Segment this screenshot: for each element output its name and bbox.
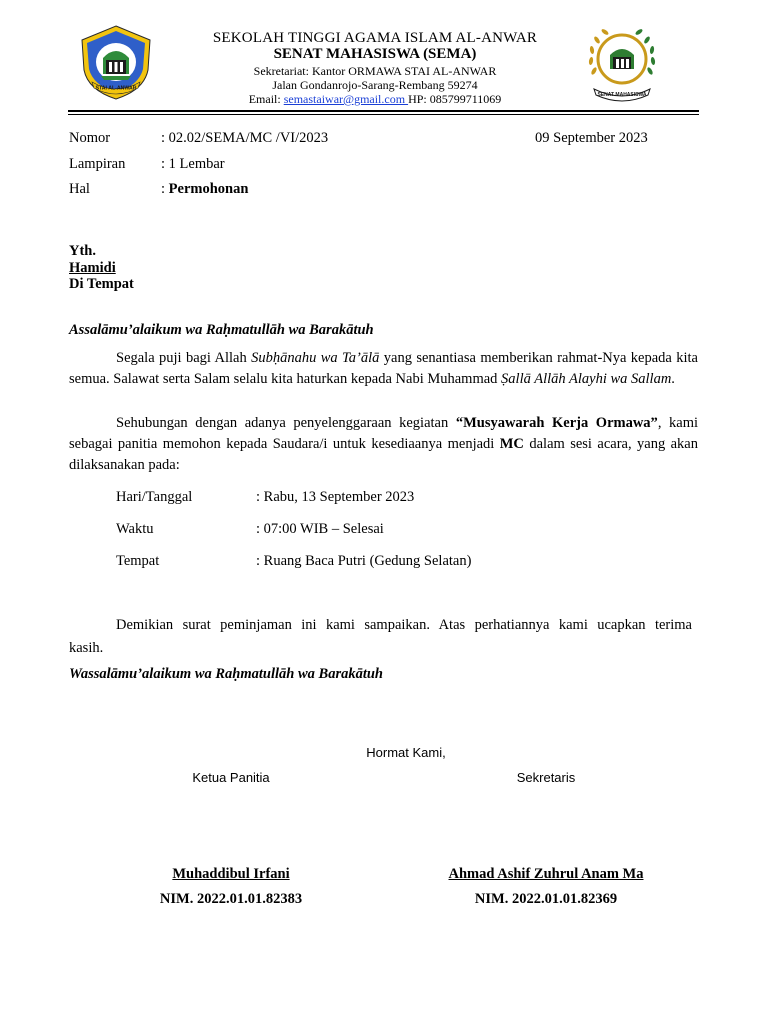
detail-value: : Ruang Baca Putri (Gedung Selatan): [256, 553, 472, 569]
recipient-place: Di Tempat: [69, 276, 134, 292]
p1-text-a: Segala puji bagi Allah: [116, 350, 252, 366]
detail-value: : Rabu, 13 September 2023: [256, 489, 415, 505]
p1-text-e: .: [671, 371, 675, 387]
org-name: SENAT MAHASISWA (SEMA): [273, 46, 477, 62]
contact-line: [150, 92, 600, 107]
p1-text-c: yang senantiasa memberikan rahmat-Nya kepada kita semua. Salawat serta Salam selalu kita haturkan kepada Nabi Muhammad: [69, 350, 698, 387]
detail-label: Tempat: [116, 553, 160, 569]
detail-label: Waktu: [116, 521, 154, 537]
hal-subject: Permohonan: [168, 181, 249, 197]
stai-al-anwar-logo: [76, 22, 156, 102]
left-logo-text: STAI AL-ANWAR: [95, 85, 137, 92]
recipient-name: Hamidi: [69, 260, 116, 276]
nomor-label: Nomor: [69, 130, 111, 146]
sekretaris-name: Ahmad Ashif Zuhrul Anam Ma: [448, 866, 644, 882]
email-label: Email:: [248, 92, 284, 106]
detail-value: : 07:00 WIB – Selesai: [256, 521, 384, 537]
closing-end: kasih.: [69, 640, 104, 656]
p2-text-a: Sehubungan dengan adanya penyelenggaraan kegiatan: [116, 415, 456, 431]
address-line: Jalan Gondanrojo-Sarang-Rembang 59274: [272, 78, 478, 92]
secretariat-line: Sekretariat: Kantor ORMAWA STAI AL-ANWAR: [253, 64, 497, 78]
ketua-nim: NIM. 2022.01.01.82383: [159, 891, 303, 907]
paragraph-2: [69, 413, 698, 476]
role-ketua: Ketua Panitia: [192, 770, 270, 785]
header-rule-thin: [68, 114, 699, 115]
nomor-value: : 02.02/SEMA/MC /VI/2023: [161, 130, 329, 146]
greeting: Assalāmu’alaikum wa Raḥmatullāh wa Barakātuh: [69, 322, 374, 338]
lampiran-value: : 1 Lembar: [161, 156, 225, 172]
recipient-yth: Yth.: [69, 243, 96, 259]
detail-label: Hari/Tanggal: [116, 489, 193, 505]
p2-text-c: , kami sebagai panitia memohon kepada Saudara/i untuk kesediaanya menjadi: [69, 415, 699, 452]
farewell: Wassalāmu’alaikum wa Raḥmatullāh wa Barakātuh: [69, 666, 383, 682]
header-rule-thick: [68, 110, 699, 112]
hal-label: Hal: [69, 181, 90, 197]
p2-role: MC: [499, 436, 524, 452]
paragraph-1: [69, 348, 698, 390]
role-sekretaris: Sekretaris: [516, 770, 576, 785]
lampiran-label: Lampiran: [69, 156, 126, 172]
school-name: SEKOLAH TINGGI AGAMA ISLAM AL-ANWAR: [212, 30, 538, 46]
letter-date: 09 September 2023: [535, 130, 648, 146]
p2-text-e: dalam sesi acara, yang akan dilaksanakan pada:: [69, 436, 698, 473]
hal-value: [161, 181, 248, 198]
ketua-name: Muhaddibul Irfani: [172, 866, 290, 882]
p1-text-d: Ṣallā Allāh Alayhi wa Sallam: [501, 371, 672, 387]
hal-colon: :: [161, 181, 169, 197]
sekretaris-nim: NIM. 2022.01.01.82369: [474, 891, 618, 907]
p2-event: “Musyawarah Kerja Ormawa”: [455, 415, 658, 431]
email-link[interactable]: semastaiwar@gmail.com: [283, 92, 409, 106]
closing-line: Demikian surat peminjaman ini kami sampaikan. Atas perhatiannya kami ucapkan terima: [116, 617, 692, 633]
p1-text-b: Subḥānahu wa Ta’ālā: [251, 350, 380, 366]
hormat-kami: Hormat Kami,: [366, 745, 446, 760]
right-logo-text: SENAT MAHASISWA: [597, 92, 647, 98]
phone-text: HP: 085799711069: [408, 92, 502, 106]
